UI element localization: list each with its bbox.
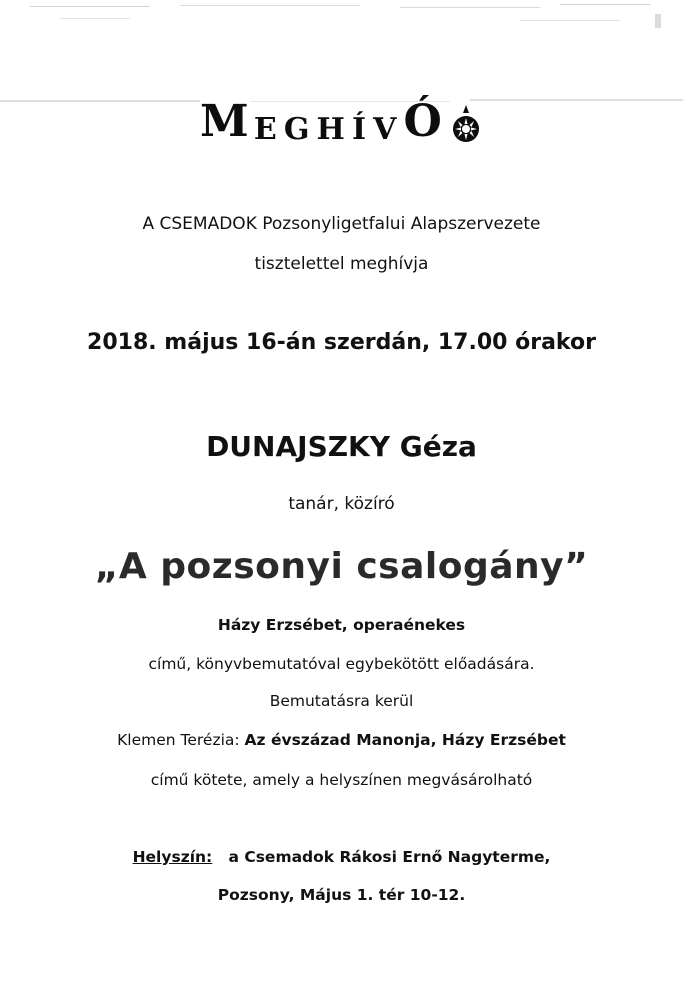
- book-title: Az évszázad Manonja, Házy Erzsébet: [244, 731, 566, 749]
- speaker-role: tanár, közíró: [288, 494, 395, 514]
- title-letter: Í: [352, 112, 369, 147]
- title-letter: H: [316, 112, 347, 147]
- invite-phrase: tisztelettel meghívja: [254, 254, 429, 274]
- title-letter: V: [373, 112, 399, 147]
- title-letter: M: [200, 96, 249, 147]
- title-letter: G: [283, 112, 312, 147]
- event-date-time: 2018. május 16-án szerdán, 17.00 órakor: [87, 330, 596, 355]
- venue-line-1: [0, 848, 683, 866]
- title-letter: Ó: [403, 96, 442, 147]
- venue-name: a Csemadok Rákosi Ernő Nagyterme,: [228, 848, 551, 866]
- event-description: című, könyvbemutatóval egybekötött előadására.: [148, 655, 535, 673]
- presentation-intro: Bemutatásra kerül: [269, 692, 414, 710]
- speaker-name: DUNAJSZKY Géza: [206, 430, 477, 463]
- venue-address: Pozsony, Május 1. tér 10-12.: [217, 886, 466, 904]
- venue-label: Helyszín:: [132, 848, 213, 866]
- performer-name: Házy Erzsébet, operaénekes: [217, 616, 466, 634]
- book-line: [0, 731, 683, 749]
- title-letter: E: [253, 112, 279, 147]
- availability-text: című kötete, amely a helyszínen megvásárolható: [150, 771, 533, 789]
- organizer-text: A CSEMADOK Pozsonyligetfalui Alapszervezete: [142, 214, 541, 234]
- book-author: Klemen Terézia:: [117, 731, 240, 749]
- page-title: [0, 96, 683, 166]
- work-title: „A pozsonyi csalogány”: [94, 546, 589, 587]
- sun-icon: [449, 97, 483, 147]
